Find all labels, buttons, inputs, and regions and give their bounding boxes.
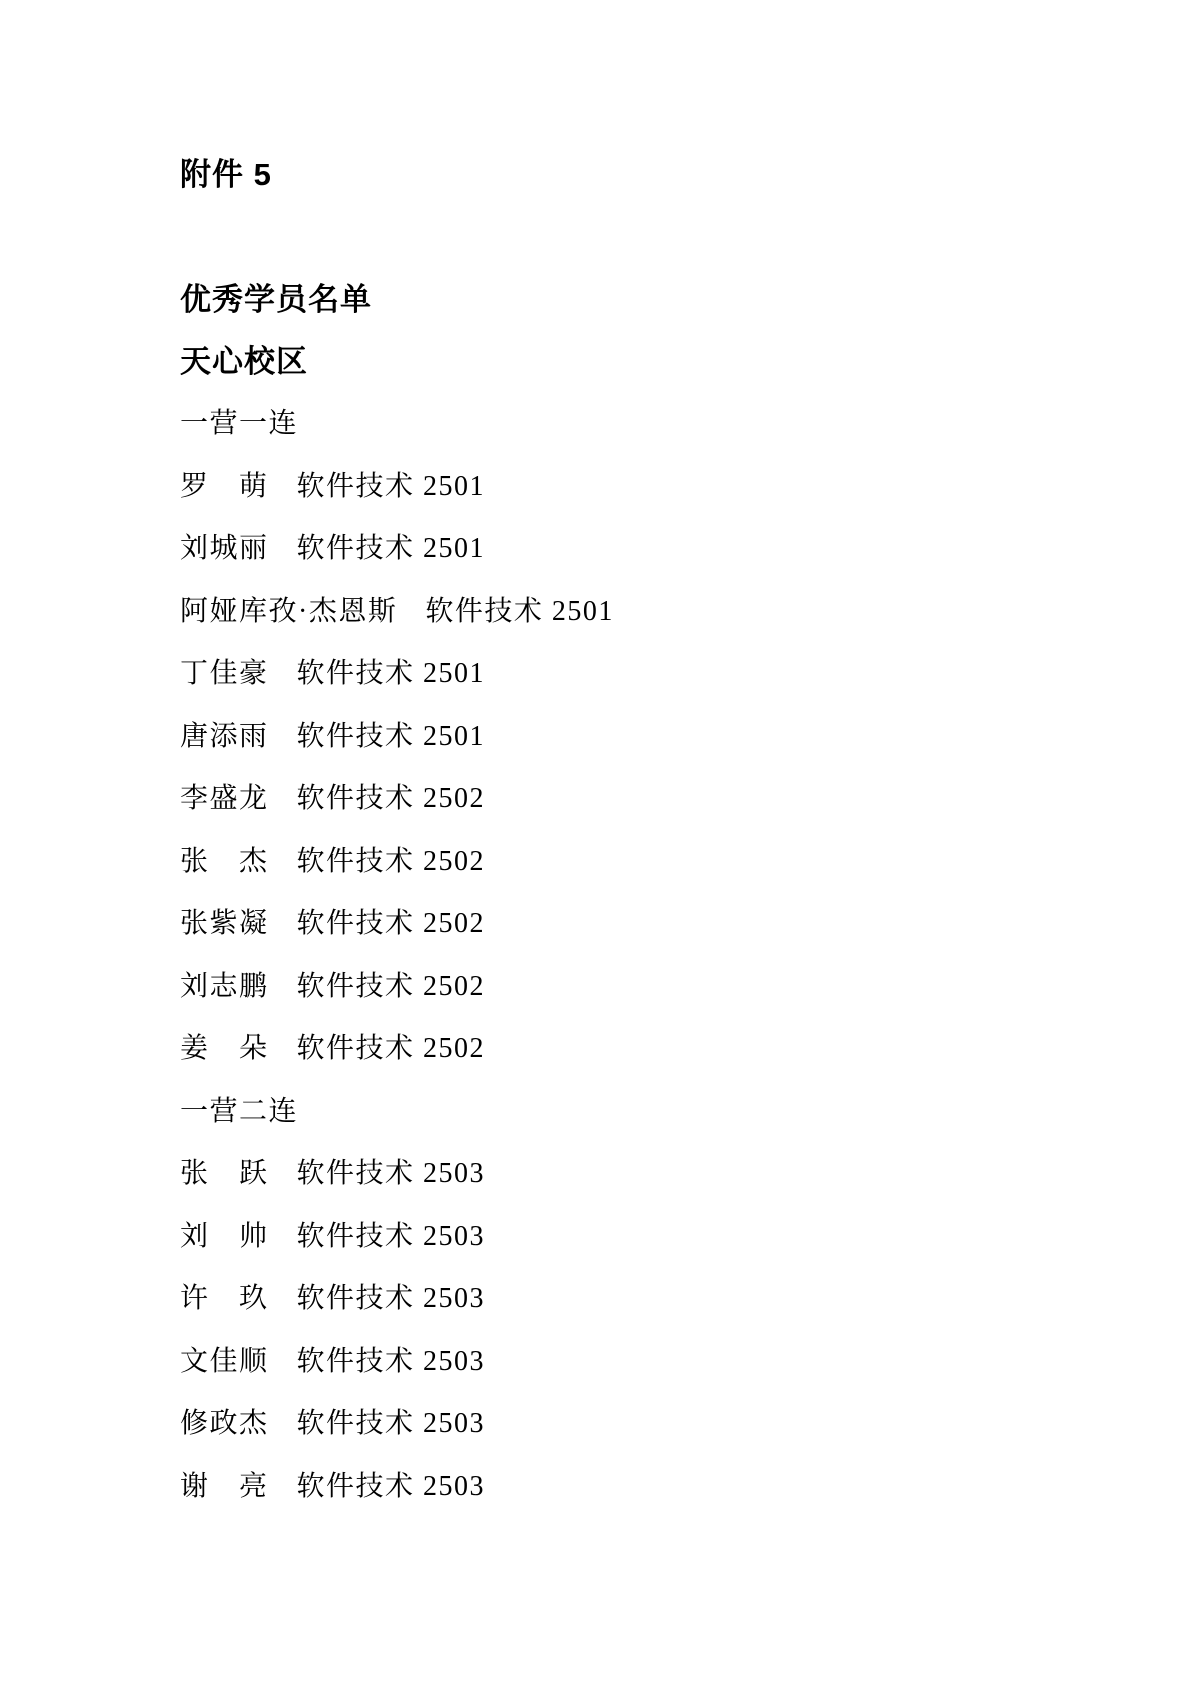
student-class: 软件技术 2503 — [296, 1345, 486, 1377]
attachment-label: 附件 5 — [180, 156, 272, 192]
student-name: 张 杰 — [180, 845, 269, 877]
student-row — [180, 953, 1131, 1016]
document-content — [180, 140, 1131, 1515]
student-name: 刘志鹏 — [180, 970, 269, 1002]
student-row — [180, 1265, 1131, 1328]
student-name: 刘城丽 — [180, 533, 269, 565]
student-row — [180, 828, 1131, 891]
student-row — [180, 578, 1131, 641]
student-row — [180, 453, 1131, 516]
section-heading: 一营一连 — [180, 408, 299, 440]
student-class: 软件技术 2502 — [296, 783, 486, 815]
student-class: 软件技术 2501 — [296, 720, 486, 752]
student-class: 软件技术 2502 — [296, 908, 486, 940]
student-row — [180, 1140, 1131, 1203]
student-row — [180, 515, 1131, 578]
student-class: 软件技术 2501 — [296, 470, 486, 502]
student-name: 文佳顺 — [180, 1345, 269, 1377]
student-name: 李盛龙 — [180, 783, 269, 815]
student-row — [180, 1453, 1131, 1516]
student-class: 软件技术 2502 — [296, 1033, 486, 1065]
document-title: 优秀学员名单 — [180, 281, 372, 317]
student-class: 软件技术 2502 — [296, 970, 486, 1002]
student-row — [180, 1203, 1131, 1266]
student-class: 软件技术 2503 — [296, 1220, 486, 1252]
student-row — [180, 1328, 1131, 1391]
student-name: 唐添雨 — [180, 720, 269, 752]
student-class: 软件技术 2502 — [296, 845, 486, 877]
student-class: 软件技术 2503 — [296, 1470, 486, 1502]
student-name: 修政杰 — [180, 1408, 269, 1440]
student-class: 软件技术 2503 — [296, 1408, 486, 1440]
student-class: 软件技术 2501 — [296, 658, 486, 690]
student-list — [180, 390, 1131, 1515]
student-row — [180, 640, 1131, 703]
student-row — [180, 703, 1131, 766]
student-row — [180, 890, 1131, 953]
section-heading: 一营二连 — [180, 1095, 299, 1127]
student-class: 软件技术 2503 — [296, 1158, 486, 1190]
student-row — [180, 765, 1131, 828]
student-row — [180, 1390, 1131, 1453]
blank-line — [180, 203, 1131, 266]
student-name: 丁佳豪 — [180, 658, 269, 690]
student-name: 许 玖 — [180, 1283, 269, 1315]
student-row — [180, 1015, 1131, 1078]
campus-heading: 天心校区 — [180, 344, 308, 380]
student-class: 软件技术 2503 — [296, 1283, 486, 1315]
student-name: 阿娅库孜·杰恩斯 — [180, 595, 398, 627]
student-name: 罗 萌 — [180, 470, 269, 502]
student-name: 姜 朵 — [180, 1033, 269, 1065]
student-name: 谢 亮 — [180, 1470, 269, 1502]
student-class: 软件技术 2501 — [425, 595, 614, 627]
student-name: 张 跃 — [180, 1158, 269, 1190]
student-class: 软件技术 2501 — [296, 533, 486, 565]
student-name: 张紫凝 — [180, 908, 269, 940]
student-name: 刘 帅 — [180, 1220, 269, 1252]
